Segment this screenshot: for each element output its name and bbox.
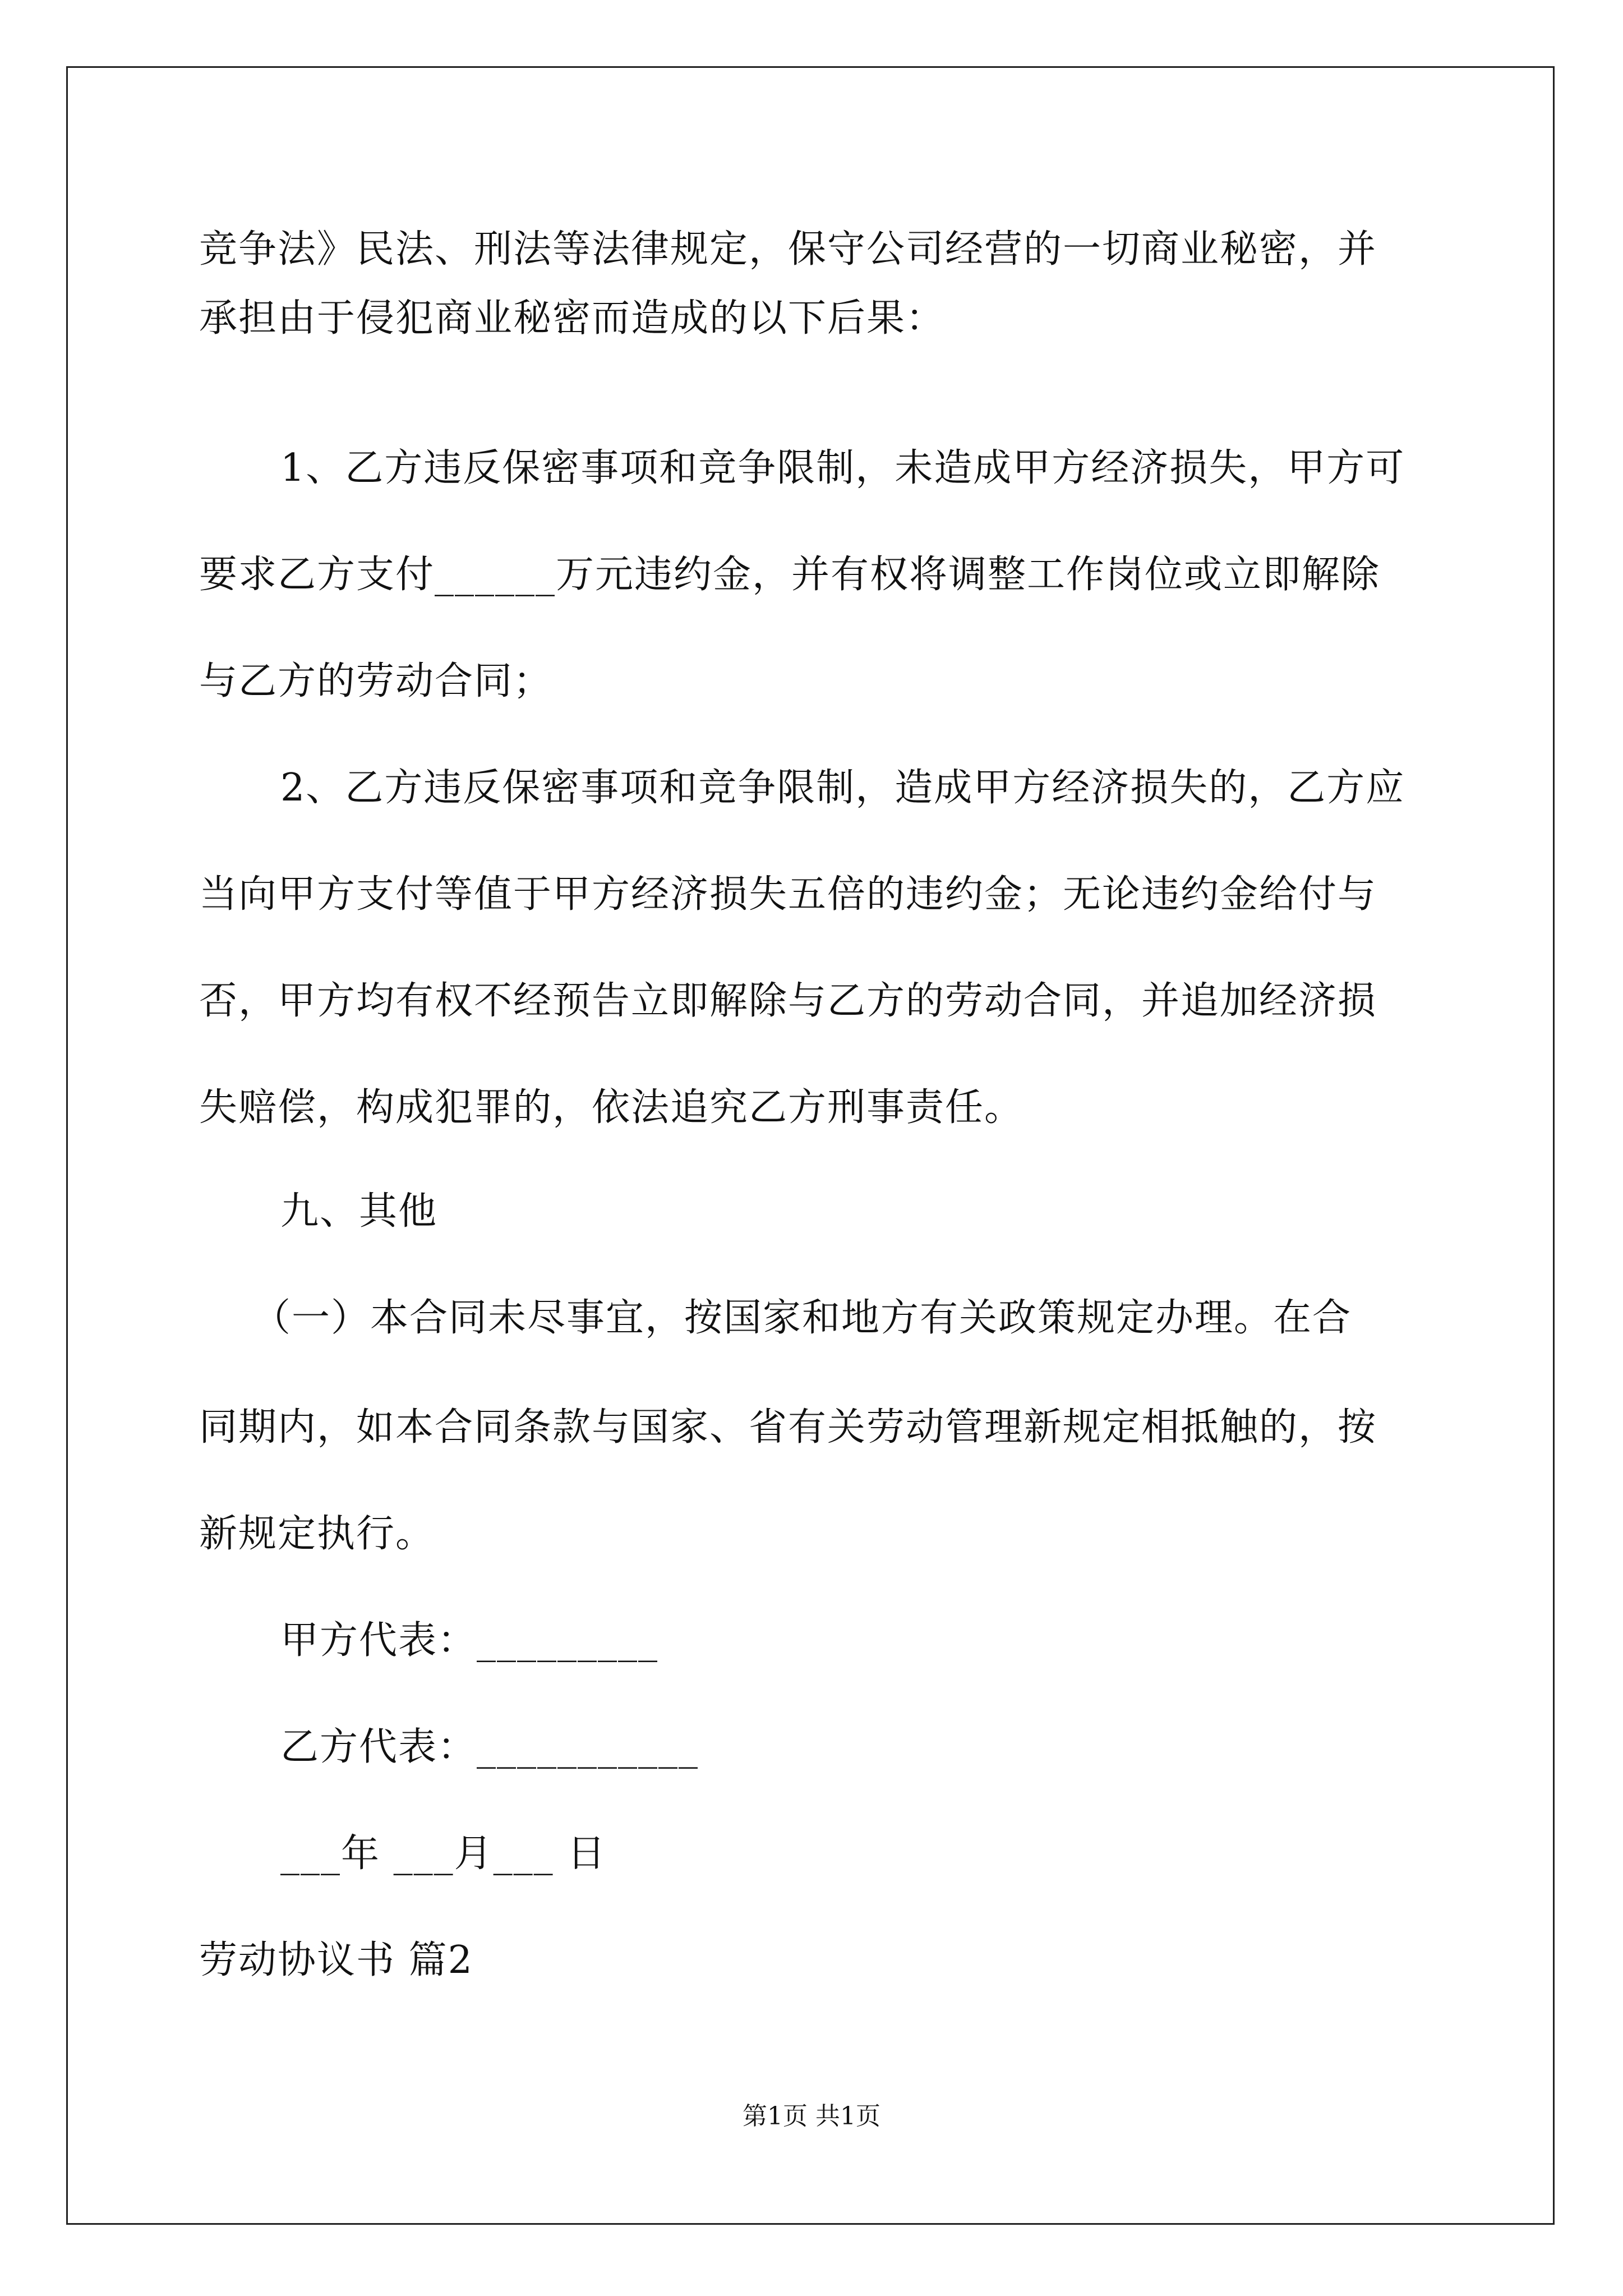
clause-2-line-1: 2、乙方违反保密事项和竞争限制，造成甲方经济损失的，乙方应 xyxy=(280,766,1405,810)
clause-1-line-2: 要求乙方支付______万元违约金，并有权将调整工作岗位或立即解除 xyxy=(199,553,1381,597)
date-line: ___年 ___月___ 日 xyxy=(280,1832,607,1876)
next-section-title: 劳动协议书 篇2 xyxy=(199,1938,473,1982)
clause-1-line-3: 与乙方的劳动合同； xyxy=(199,659,553,703)
clause-2-line-2: 当向甲方支付等值于甲方经济损失五倍的违约金；无论违约金给付与 xyxy=(199,872,1377,917)
page-footer: 第1页 共1页 xyxy=(743,2102,880,2131)
party-b-signature-line: 乙方代表：___________ xyxy=(280,1725,699,1769)
clause-2-line-3: 否，甲方均有权不经预告立即解除与乙方的劳动合同，并追加经济损 xyxy=(199,979,1377,1023)
other-clause-line-3: 新规定执行。 xyxy=(199,1512,435,1556)
clause-1-line-1: 1、乙方违反保密事项和竞争限制，未造成甲方经济损失，甲方可 xyxy=(280,446,1405,490)
page-border xyxy=(66,66,1555,2225)
other-clause-line-2: 同期内，如本合同条款与国家、省有关劳动管理新规定相抵触的，按 xyxy=(199,1405,1377,1450)
body-line-1: 竞争法》民法、刑法等法律规定，保守公司经营的一切商业秘密，并 xyxy=(199,227,1377,272)
other-clause-line-1: （一）本合同未尽事宜，按国家和地方有关政策规定办理。在合 xyxy=(252,1296,1352,1340)
clause-2-line-4: 失赔偿，构成犯罪的，依法追究乙方刑事责任。 xyxy=(199,1085,1024,1130)
section-heading-other: 九、其他 xyxy=(280,1189,438,1234)
body-line-2: 承担由于侵犯商业秘密而造成的以下后果： xyxy=(199,296,946,341)
party-a-signature-line: 甲方代表：_________ xyxy=(280,1618,659,1663)
